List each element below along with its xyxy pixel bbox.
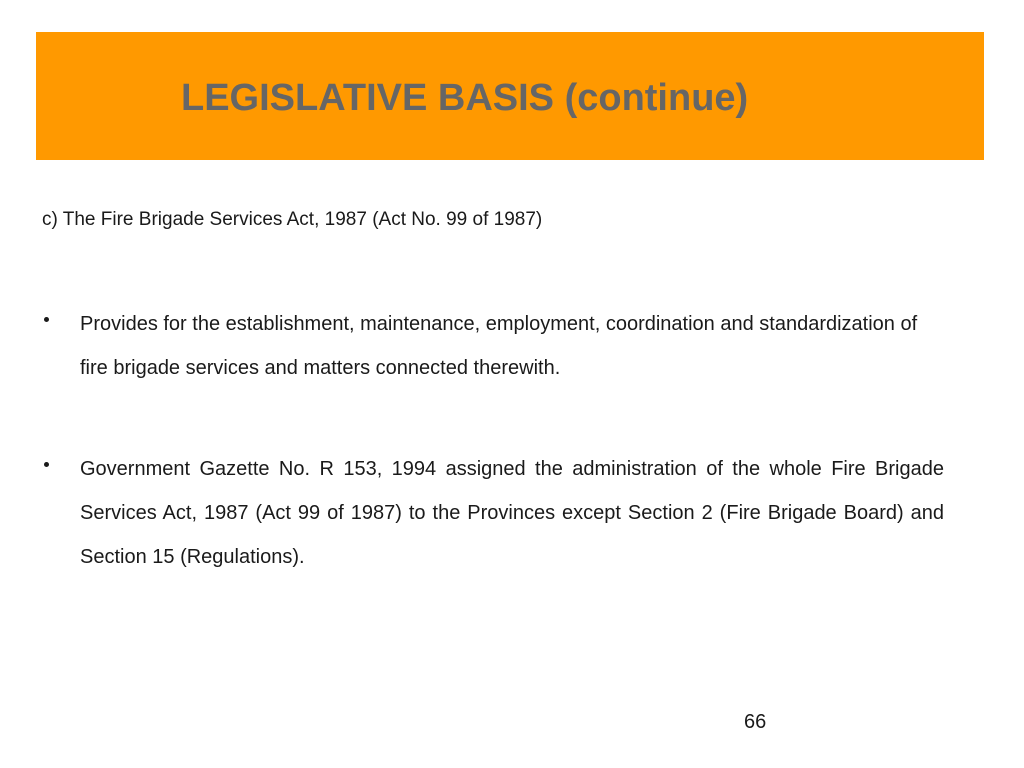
title-bar [36,32,984,160]
bullet-dot-icon [44,462,49,467]
slide-title: LEGISLATIVE BASIS (continue) [181,77,749,119]
bullet-text: Provides for the establishment, maintenance, employment, coordination and standardization of fire brigade services and matters connected therewith. [80,313,918,379]
act-subheading: c) The Fire Brigade Services Act, 1987 (Act No. 99 of 1987) [42,209,543,230]
page-number: 66 [744,711,767,733]
bullet-dot-icon [44,317,49,322]
bullet-item-gazette [44,447,944,579]
bullet-item-provides [44,302,944,390]
bullet-text: Government Gazette No. R 153, 1994 assigned the administration of the whole Fire Brigade Services Act, 1987 (Act 99 of 1987) to the Provinces except Section 2 (Fire Brigade Board) and Section 15 (Regulations). [80,458,944,568]
